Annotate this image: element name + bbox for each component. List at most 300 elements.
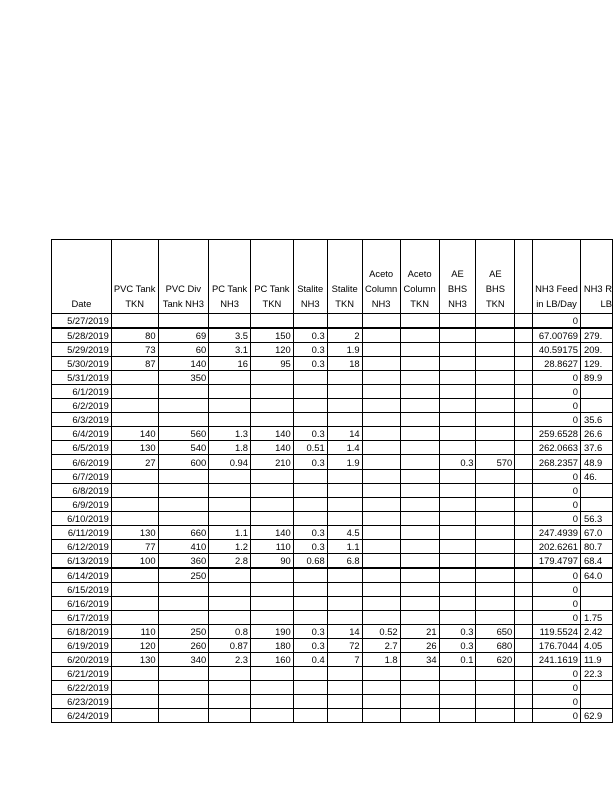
value-cell — [250, 695, 293, 709]
value-cell: 0.3 — [293, 525, 327, 539]
value-cell — [400, 667, 439, 681]
value-cell — [476, 610, 515, 624]
value-cell: 0.3 — [293, 343, 327, 357]
value-cell: 260 — [158, 639, 209, 653]
value-cell — [293, 667, 327, 681]
value-cell — [327, 681, 362, 695]
date-cell: 6/8/2019 — [52, 483, 112, 497]
value-cell — [111, 511, 158, 525]
value-cell — [439, 371, 476, 385]
value-cell — [250, 596, 293, 610]
value-cell: 680 — [476, 639, 515, 653]
value-cell — [158, 469, 209, 483]
value-cell: 1.9 — [327, 455, 362, 469]
value-cell: 73 — [111, 343, 158, 357]
value-cell — [476, 709, 515, 723]
value-cell — [362, 667, 400, 681]
value-cell — [515, 695, 533, 709]
value-cell — [158, 413, 209, 427]
value-cell: 209. — [581, 343, 613, 357]
value-cell — [362, 441, 400, 455]
value-cell — [581, 483, 613, 497]
value-cell — [515, 582, 533, 596]
value-cell — [293, 371, 327, 385]
value-cell — [209, 568, 251, 583]
value-cell — [362, 371, 400, 385]
value-cell — [362, 553, 400, 568]
value-cell: 0 — [533, 399, 581, 413]
value-cell — [111, 469, 158, 483]
value-cell — [362, 314, 400, 329]
header-row — [52, 240, 613, 314]
value-cell — [515, 455, 533, 469]
value-cell: 100 — [111, 553, 158, 568]
value-cell — [515, 610, 533, 624]
value-cell — [439, 709, 476, 723]
value-cell — [439, 427, 476, 441]
table-row — [52, 385, 613, 399]
value-cell: 0.87 — [209, 639, 251, 653]
value-cell — [581, 314, 613, 329]
date-cell: 6/13/2019 — [52, 553, 112, 568]
value-cell — [400, 469, 439, 483]
value-cell — [327, 596, 362, 610]
value-cell — [111, 681, 158, 695]
value-cell — [111, 667, 158, 681]
value-cell: 0.3 — [293, 625, 327, 639]
value-cell: 26.6 — [581, 427, 613, 441]
value-cell: 179.4797 — [533, 553, 581, 568]
value-cell: 1.3 — [209, 427, 251, 441]
value-cell — [362, 357, 400, 371]
value-cell: 60 — [158, 343, 209, 357]
value-cell: 80 — [111, 328, 158, 343]
value-cell — [158, 511, 209, 525]
value-cell — [293, 596, 327, 610]
value-cell: 0 — [533, 314, 581, 329]
value-cell: 1.1 — [209, 525, 251, 539]
value-cell — [515, 343, 533, 357]
value-cell — [111, 582, 158, 596]
value-cell: 0 — [533, 413, 581, 427]
value-cell — [209, 667, 251, 681]
value-cell: 0.4 — [293, 653, 327, 667]
value-cell — [581, 681, 613, 695]
column-header: Aceto Column TKN — [400, 240, 439, 314]
value-cell — [439, 483, 476, 497]
value-cell — [476, 695, 515, 709]
value-cell — [209, 596, 251, 610]
value-cell: 0.3 — [439, 455, 476, 469]
table-row — [52, 455, 613, 469]
value-cell — [515, 511, 533, 525]
value-cell — [250, 610, 293, 624]
value-cell — [439, 539, 476, 553]
value-cell — [111, 399, 158, 413]
value-cell — [158, 582, 209, 596]
value-cell: 268.2357 — [533, 455, 581, 469]
value-cell — [439, 525, 476, 539]
value-cell: 46. — [581, 469, 613, 483]
value-cell — [515, 357, 533, 371]
table-row — [52, 525, 613, 539]
value-cell: 360 — [158, 553, 209, 568]
date-cell: 6/23/2019 — [52, 695, 112, 709]
column-header — [515, 240, 533, 314]
value-cell — [476, 539, 515, 553]
value-cell — [439, 610, 476, 624]
value-cell — [439, 681, 476, 695]
table-row — [52, 497, 613, 511]
value-cell: 0.3 — [293, 357, 327, 371]
value-cell — [250, 483, 293, 497]
value-cell — [111, 596, 158, 610]
date-cell: 6/12/2019 — [52, 539, 112, 553]
value-cell: 80.7 — [581, 539, 613, 553]
value-cell — [400, 455, 439, 469]
value-cell — [250, 582, 293, 596]
value-cell — [439, 568, 476, 583]
value-cell — [362, 469, 400, 483]
value-cell — [439, 553, 476, 568]
value-cell — [293, 385, 327, 399]
value-cell — [515, 314, 533, 329]
value-cell: 560 — [158, 427, 209, 441]
column-header: Stalite NH3 — [293, 240, 327, 314]
value-cell — [515, 639, 533, 653]
column-header: PVC Tank TKN — [111, 240, 158, 314]
value-cell — [439, 385, 476, 399]
value-cell — [362, 497, 400, 511]
table-row — [52, 357, 613, 371]
table-row — [52, 625, 613, 639]
value-cell: 140 — [111, 427, 158, 441]
value-cell — [400, 413, 439, 427]
value-cell: 0 — [533, 695, 581, 709]
value-cell: 0 — [533, 469, 581, 483]
value-cell: 129. — [581, 357, 613, 371]
value-cell: 69 — [158, 328, 209, 343]
value-cell — [476, 483, 515, 497]
date-cell: 6/16/2019 — [52, 596, 112, 610]
value-cell: 150 — [250, 328, 293, 343]
value-cell — [250, 667, 293, 681]
value-cell: 40.59175 — [533, 343, 581, 357]
date-cell: 6/19/2019 — [52, 639, 112, 653]
value-cell — [400, 553, 439, 568]
value-cell — [400, 511, 439, 525]
table-row — [52, 639, 613, 653]
value-cell — [515, 709, 533, 723]
value-cell — [209, 385, 251, 399]
value-cell — [209, 511, 251, 525]
value-cell: 120 — [250, 343, 293, 357]
value-cell — [476, 385, 515, 399]
value-cell: 140 — [250, 441, 293, 455]
value-cell — [581, 596, 613, 610]
value-cell — [400, 709, 439, 723]
value-cell — [362, 596, 400, 610]
value-cell: 140 — [250, 525, 293, 539]
value-cell: 600 — [158, 455, 209, 469]
value-cell — [476, 371, 515, 385]
table-row — [52, 653, 613, 667]
value-cell — [515, 681, 533, 695]
value-cell — [362, 539, 400, 553]
value-cell — [400, 399, 439, 413]
value-cell: 130 — [111, 525, 158, 539]
value-cell — [515, 497, 533, 511]
table-row — [52, 328, 613, 343]
value-cell — [476, 413, 515, 427]
value-cell — [439, 469, 476, 483]
value-cell: 90 — [250, 553, 293, 568]
value-cell — [209, 709, 251, 723]
value-cell — [250, 413, 293, 427]
table-row — [52, 610, 613, 624]
value-cell: 660 — [158, 525, 209, 539]
value-cell: 2.7 — [362, 639, 400, 653]
value-cell — [362, 681, 400, 695]
value-cell: 64.0 — [581, 568, 613, 583]
value-cell — [209, 483, 251, 497]
value-cell: 176.7044 — [533, 639, 581, 653]
value-cell: 67.00769 — [533, 328, 581, 343]
column-header: Date — [52, 240, 112, 314]
value-cell: 120 — [111, 639, 158, 653]
value-cell: 34 — [400, 653, 439, 667]
value-cell — [439, 497, 476, 511]
column-header: AE BHS NH3 — [439, 240, 476, 314]
value-cell — [476, 553, 515, 568]
value-cell: 77 — [111, 539, 158, 553]
value-cell — [250, 568, 293, 583]
value-cell: 620 — [476, 653, 515, 667]
value-cell: 28.8627 — [533, 357, 581, 371]
date-cell: 6/9/2019 — [52, 497, 112, 511]
value-cell — [158, 596, 209, 610]
table-row — [52, 596, 613, 610]
value-cell: 262.0663 — [533, 441, 581, 455]
value-cell — [400, 371, 439, 385]
value-cell — [362, 427, 400, 441]
value-cell: 130 — [111, 653, 158, 667]
value-cell — [327, 413, 362, 427]
value-cell — [362, 695, 400, 709]
value-cell — [439, 328, 476, 343]
value-cell: 68.4 — [581, 553, 613, 568]
value-cell — [439, 357, 476, 371]
value-cell — [439, 582, 476, 596]
value-cell: 1.8 — [362, 653, 400, 667]
date-cell: 5/31/2019 — [52, 371, 112, 385]
value-cell — [327, 483, 362, 497]
value-cell — [209, 314, 251, 329]
value-cell — [209, 413, 251, 427]
value-cell — [250, 314, 293, 329]
value-cell: 0 — [533, 483, 581, 497]
value-cell: 95 — [250, 357, 293, 371]
value-cell: 190 — [250, 625, 293, 639]
value-cell — [439, 596, 476, 610]
table-row — [52, 399, 613, 413]
value-cell: 241.1619 — [533, 653, 581, 667]
value-cell — [400, 568, 439, 583]
value-cell: 0.3 — [293, 328, 327, 343]
value-cell — [293, 582, 327, 596]
value-cell — [250, 371, 293, 385]
value-cell — [439, 314, 476, 329]
table-row — [52, 539, 613, 553]
value-cell — [476, 469, 515, 483]
date-cell: 5/27/2019 — [52, 314, 112, 329]
value-cell — [400, 610, 439, 624]
value-cell: 0.3 — [439, 625, 476, 639]
value-cell — [111, 610, 158, 624]
value-cell — [515, 553, 533, 568]
value-cell — [476, 328, 515, 343]
value-cell — [209, 681, 251, 695]
column-header: AE BHS TKN — [476, 240, 515, 314]
value-cell: 1.2 — [209, 539, 251, 553]
value-cell: 0.3 — [293, 427, 327, 441]
table-row — [52, 568, 613, 583]
table-row — [52, 371, 613, 385]
date-cell: 6/22/2019 — [52, 681, 112, 695]
value-cell: 350 — [158, 371, 209, 385]
value-cell — [158, 709, 209, 723]
date-cell: 6/6/2019 — [52, 455, 112, 469]
value-cell: 0 — [533, 568, 581, 583]
value-cell: 7 — [327, 653, 362, 667]
value-cell — [158, 314, 209, 329]
table-row — [52, 413, 613, 427]
value-cell — [400, 681, 439, 695]
value-cell: 27 — [111, 455, 158, 469]
value-cell — [327, 695, 362, 709]
date-cell: 5/29/2019 — [52, 343, 112, 357]
value-cell: 202.6261 — [533, 539, 581, 553]
value-cell — [476, 596, 515, 610]
value-cell — [476, 314, 515, 329]
value-cell — [515, 427, 533, 441]
value-cell: 247.4939 — [533, 525, 581, 539]
value-cell — [476, 525, 515, 539]
value-cell — [476, 582, 515, 596]
value-cell: 56.3 — [581, 511, 613, 525]
value-cell: 0 — [533, 667, 581, 681]
date-cell: 6/10/2019 — [52, 511, 112, 525]
value-cell — [515, 483, 533, 497]
table-row — [52, 427, 613, 441]
column-header: PC Tank TKN — [250, 240, 293, 314]
value-cell — [362, 709, 400, 723]
value-cell: 14 — [327, 625, 362, 639]
value-cell: 410 — [158, 539, 209, 553]
value-cell — [362, 582, 400, 596]
value-cell — [400, 695, 439, 709]
value-cell: 110 — [250, 539, 293, 553]
value-cell — [250, 681, 293, 695]
value-cell — [439, 695, 476, 709]
value-cell: 0.3 — [293, 539, 327, 553]
value-cell — [250, 511, 293, 525]
value-cell — [158, 610, 209, 624]
value-cell — [400, 328, 439, 343]
value-cell — [581, 497, 613, 511]
table-row — [52, 553, 613, 568]
value-cell: 0.94 — [209, 455, 251, 469]
value-cell — [293, 469, 327, 483]
value-cell: 4.5 — [327, 525, 362, 539]
value-cell: 22.3 — [581, 667, 613, 681]
date-cell: 6/11/2019 — [52, 525, 112, 539]
value-cell — [293, 413, 327, 427]
value-cell — [362, 385, 400, 399]
value-cell — [515, 385, 533, 399]
value-cell — [400, 596, 439, 610]
value-cell — [209, 469, 251, 483]
value-cell — [327, 511, 362, 525]
value-cell: 18 — [327, 357, 362, 371]
value-cell: 0.51 — [293, 441, 327, 455]
value-cell: 0 — [533, 610, 581, 624]
value-cell — [111, 371, 158, 385]
value-cell — [439, 441, 476, 455]
value-cell — [515, 399, 533, 413]
value-cell: 2.42 — [581, 625, 613, 639]
table-row — [52, 469, 613, 483]
value-cell: 0 — [533, 681, 581, 695]
table-row — [52, 483, 613, 497]
value-cell — [209, 610, 251, 624]
value-cell — [293, 568, 327, 583]
value-cell — [327, 709, 362, 723]
value-cell — [327, 610, 362, 624]
value-cell: 0.68 — [293, 553, 327, 568]
value-cell — [400, 582, 439, 596]
value-cell — [209, 497, 251, 511]
value-cell — [327, 667, 362, 681]
value-cell: 26 — [400, 639, 439, 653]
value-cell — [400, 357, 439, 371]
value-cell: 210 — [250, 455, 293, 469]
value-cell — [327, 497, 362, 511]
value-cell — [476, 667, 515, 681]
value-cell: 1.9 — [327, 343, 362, 357]
value-cell — [439, 413, 476, 427]
value-cell: 0.1 — [439, 653, 476, 667]
date-cell: 6/24/2019 — [52, 709, 112, 723]
value-cell — [327, 371, 362, 385]
value-cell — [158, 385, 209, 399]
value-cell — [293, 610, 327, 624]
value-cell: 0 — [533, 582, 581, 596]
value-cell: 119.5524 — [533, 625, 581, 639]
value-cell — [250, 469, 293, 483]
date-cell: 6/3/2019 — [52, 413, 112, 427]
value-cell — [209, 695, 251, 709]
value-cell — [327, 399, 362, 413]
value-cell — [476, 343, 515, 357]
date-cell: 6/2/2019 — [52, 399, 112, 413]
value-cell: 16 — [209, 357, 251, 371]
value-cell — [515, 328, 533, 343]
value-cell: 0.3 — [293, 639, 327, 653]
value-cell: 1.8 — [209, 441, 251, 455]
table-row — [52, 441, 613, 455]
value-cell: 3.5 — [209, 328, 251, 343]
